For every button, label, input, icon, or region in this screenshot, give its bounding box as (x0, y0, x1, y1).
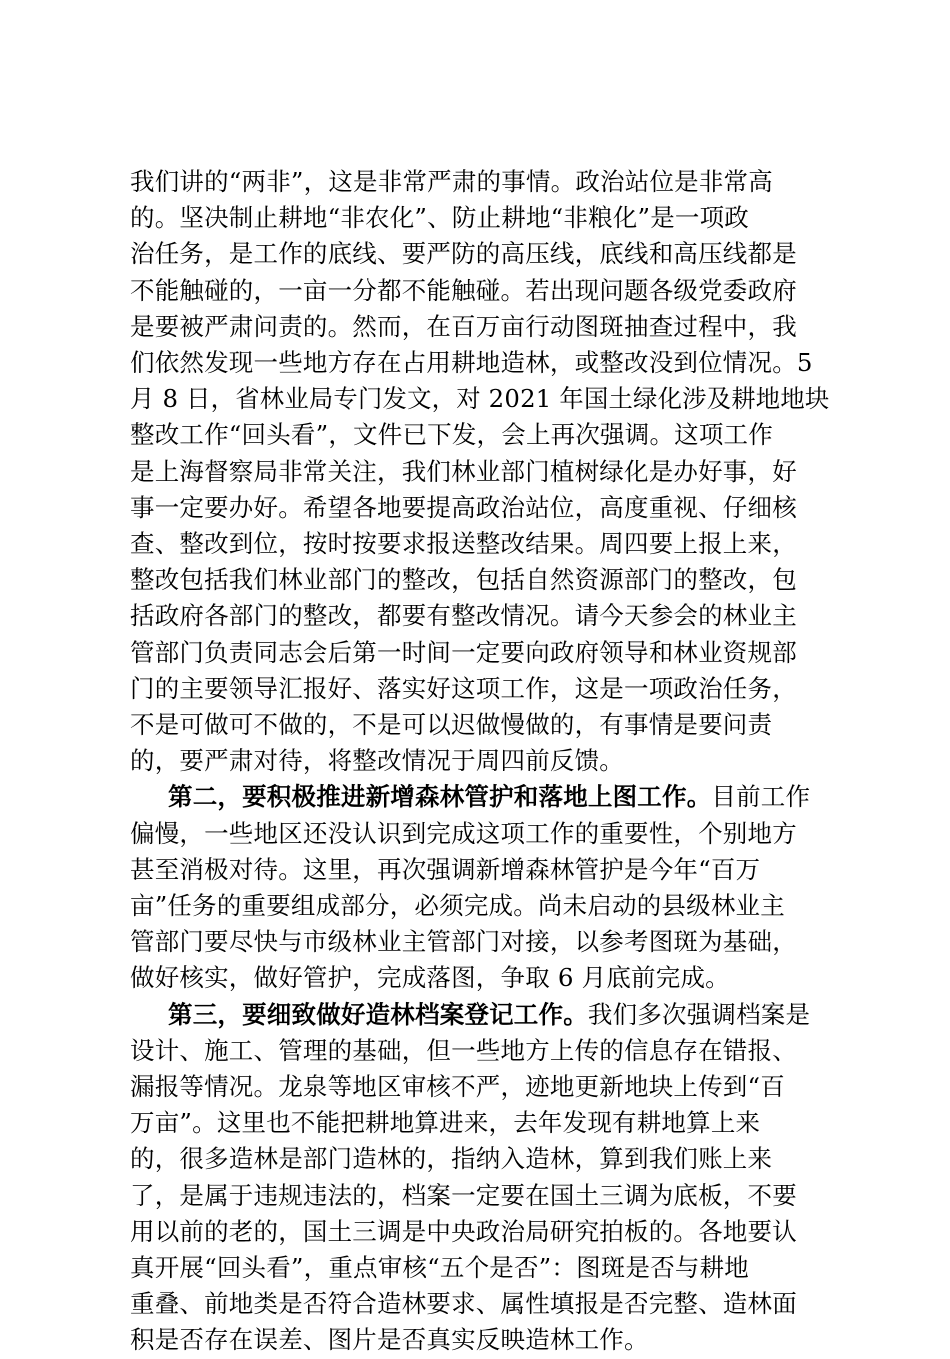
paragraph-heading: 第三，要细致做好造林档案登记工作。 (168, 999, 588, 1029)
text-line: 设计、施工、管理的基础，但一些地方上传的信息存在错报、 (130, 1035, 797, 1065)
text-line: 不能触碰的，一亩一分都不能触碰。若出现问题各级党委政府 (130, 275, 797, 305)
text-line: 了，是属于违规违法的，档案一定要在国土三调为底板，不要 (130, 1180, 797, 1210)
text-line: 甚至消极对待。这里，再次强调新增森林管护是今年“百万 (130, 854, 761, 884)
text-line: 的，要严肃对待，将整改情况于周四前反馈。 (130, 746, 624, 776)
text-line: 门的主要领导汇报好、落实好这项工作，这是一项政治任务， (130, 673, 797, 703)
text-line: 亩”任务的重要组成部分，必须完成。尚未启动的县级林业主 (130, 891, 785, 920)
text-line: 事一定要办好。希望各地要提高政治站位，高度重视、仔细核 (130, 492, 797, 522)
text-line: 做好核实，做好管护，完成落图，争取 6 月底前完成。 (130, 963, 730, 993)
text-line: 管部门要尽快与市级林业主管部门对接，以参考图斑为基础， (130, 927, 797, 957)
text-line: 用以前的老的，国土三调是中央政治局研究拍板的。各地要认 (130, 1216, 797, 1246)
paragraph-first-line (168, 997, 810, 1033)
paragraph-first-line (168, 779, 810, 815)
text-line: 月 8 日，省林业局专门发文，对 2021 年国土绿化涉及耕地地块 (130, 384, 830, 414)
text-line: 查、整改到位，按时按要求报送整改结果。周四要上报上来， (130, 529, 797, 558)
paragraph-text: 目前工作 (711, 782, 811, 812)
text-line: 偏慢，一些地区还没认识到完成这项工作的重要性，个别地方 (130, 818, 797, 848)
text-line: 漏报等情况。龙泉等地区审核不严，迹地更新地块上传到“百 (130, 1072, 785, 1101)
text-line: 整改包括我们林业部门的整改，包括自然资源部门的整改，包 (130, 565, 797, 595)
paragraph-text: 我们多次强调档案是 (587, 999, 811, 1029)
text-line: 括政府各部门的整改，都要有整改情况。请今天参会的林业主 (130, 601, 797, 631)
text-line: 不是可做可不做的，不是可以迟做慢做的，有事情是要问责 (130, 710, 773, 739)
text-line: 的，很多造林是部门造林的，指纳入造林，算到我们账上来 (130, 1144, 773, 1174)
text-line: 万亩”。这里也不能把耕地算进来，去年发现有耕地算上来 (130, 1108, 761, 1138)
text-line: 整改工作“回头看”，文件已下发，会上再次强调。这项工作 (130, 420, 773, 450)
text-line: 是上海督察局非常关注，我们林业部门植树绿化是办好事，好 (130, 456, 797, 486)
text-line: 的。坚决制止耕地“非农化”、防止耕地“非粮化”是一项政 (130, 203, 749, 233)
text-line: 治任务，是工作的底线、要严防的高压线，底线和高压线都是 (130, 239, 797, 269)
text-line: 是要被严肃问责的。然而，在百万亩行动图斑抽查过程中，我 (130, 311, 797, 341)
paragraph-heading: 第二，要积极推进新增森林管护和落地上图工作。 (168, 782, 712, 812)
text-line: 们依然发现一些地方存在占用耕地造林，或整改没到位情况。5 (130, 348, 813, 377)
text-line: 真开展“回头看”，重点审核“五个是否”：图斑是否与耕地 (130, 1253, 749, 1282)
text-line: 重叠、前地类是否符合造林要求、属性填报是否完整、造林面 (130, 1289, 797, 1319)
text-line: 积是否存在误差、图片是否真实反映造林工作。 (130, 1325, 649, 1355)
text-line: 我们讲的“两非”，这是非常严肃的事情。政治站位是非常高 (130, 167, 773, 196)
text-line: 管部门负责同志会后第一时间一定要向政府领导和林业资规部 (130, 637, 797, 667)
